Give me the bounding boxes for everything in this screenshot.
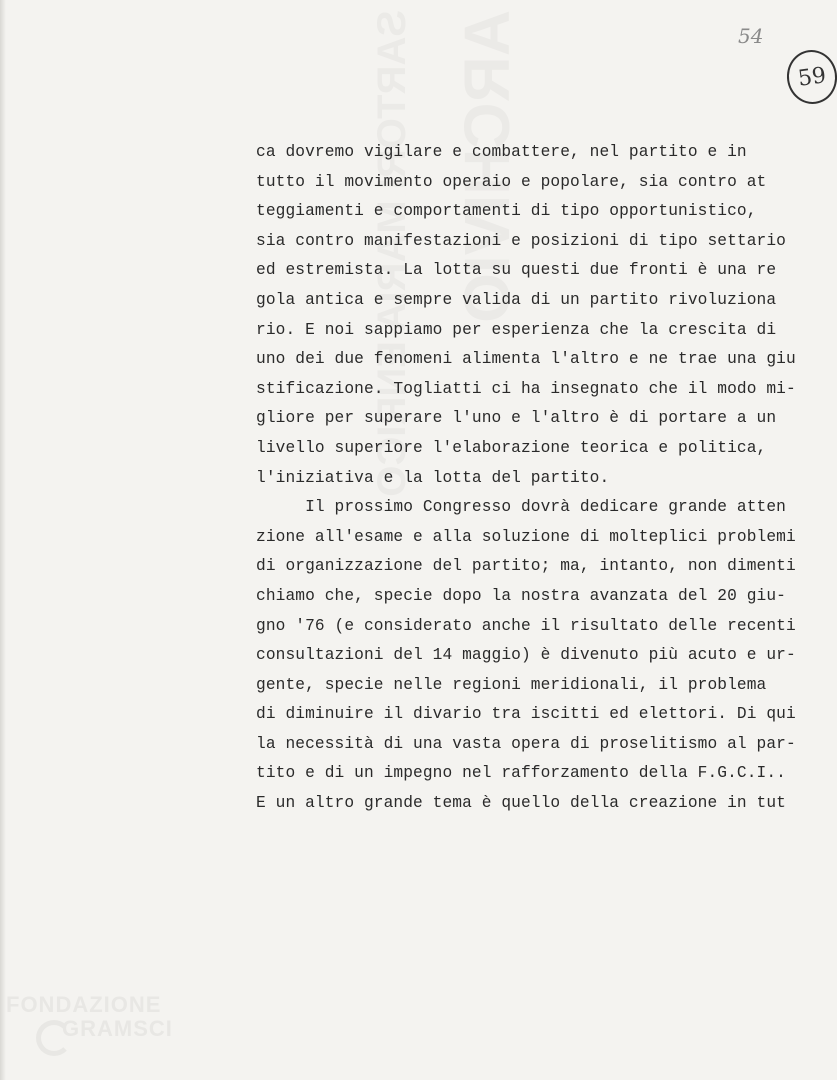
text-line: consultazioni del 14 maggio) è divenuto più acuto e ur-: [256, 646, 796, 665]
text-line: la necessità di una vasta opera di proselitismo al par-: [256, 734, 796, 753]
bleed-text-1: ARCHIVIO: [451, 10, 523, 323]
text-line: livello superiore l'elaborazione teorica e politica,: [256, 438, 767, 457]
text-line: ca dovremo vigilare e combattere, nel partito e in: [256, 143, 747, 161]
logo-line-1: FONDAZIONE: [6, 992, 162, 1017]
page-edge-shadow: [0, 0, 6, 1080]
archive-logo-watermark: [6, 992, 216, 1062]
text-line: di diminuire il divario tra iscitti ed elettori. Di qui: [256, 705, 796, 724]
circled-page-number: 59: [783, 47, 837, 107]
text-line: stificazione. Togliatti ci ha insegnato che il modo mi-: [256, 379, 796, 398]
text-line: gente, specie nelle regioni meridionali, il problema: [256, 675, 767, 694]
text-line: E un altro grande tema è quello della creazione in tut: [256, 794, 786, 813]
text-line: sia contro manifestazioni e posizioni di tipo settario: [256, 231, 786, 250]
text-line: l'iniziativa e la lotta del partito.: [256, 468, 610, 487]
handwritten-page-number: 54: [738, 24, 764, 48]
text-line: chiamo che, specie dopo la nostra avanzata del 20 giu-: [256, 586, 786, 605]
text-line: gliore per superare l'uno e l'altro è di portare a un: [256, 409, 777, 428]
text-line: tutto il movimento operaio e popolare, sia contro at: [256, 172, 767, 191]
text-line: tito e di un impegno nel rafforzamento della F.G.C.I..: [256, 764, 786, 783]
text-line: Il prossimo Congresso dovrà dedicare grande atten: [256, 498, 786, 517]
text-line: rio. E noi sappiamo per esperienza che la crescita di: [256, 320, 777, 339]
typewritten-body: [256, 138, 826, 819]
logo-line-2: GRAMSCI: [62, 1016, 173, 1041]
text-line: uno dei due fenomeni alimenta l'altro e ne trae una giu: [256, 350, 796, 369]
text-line: gno '76 (e considerato anche il risultato delle recenti: [256, 616, 796, 635]
text-line: di organizzazione del partito; ma, intanto, non dimenti: [256, 557, 796, 576]
text-line: gola antica e sempre valida di un partito rivoluziona: [256, 290, 777, 309]
text-line: zione all'esame e alla soluzione di molteplici problemi: [256, 527, 796, 546]
bleed-text-2: SARTORI MARIA ENRICO: [370, 10, 414, 497]
text-line: teggiamenti e comportamenti di tipo opportunistico,: [256, 202, 757, 221]
text-line: ed estremista. La lotta su questi due fronti è una re: [256, 261, 777, 280]
